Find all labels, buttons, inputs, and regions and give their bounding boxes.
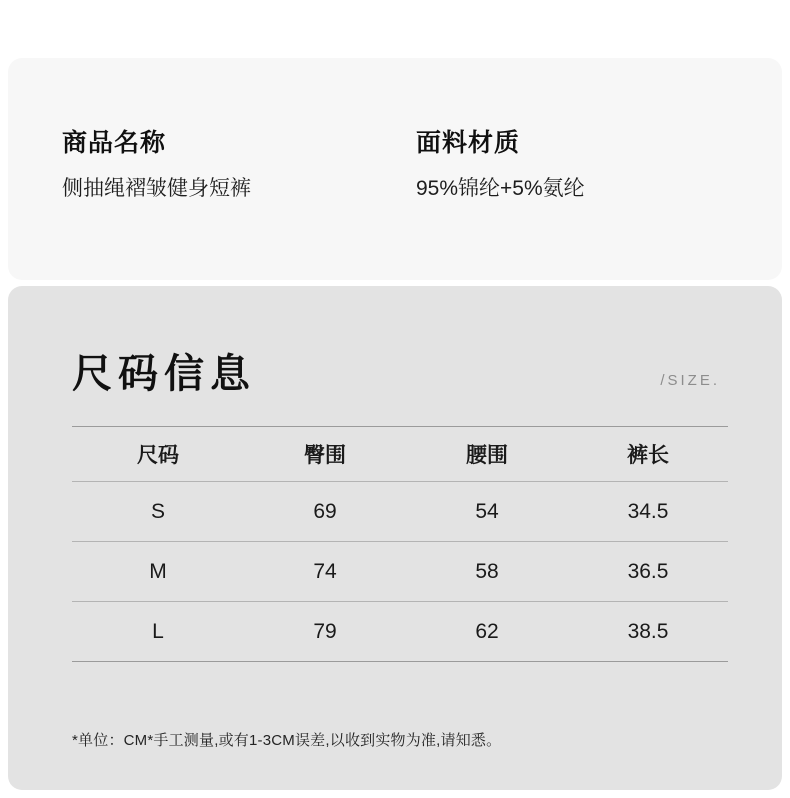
size-table-header-cell: 腰围 xyxy=(466,444,508,467)
size-measurement-note: *单位：CM*手工测量,或有1-3CM误差,以收到实物为准,请知悉。 xyxy=(72,732,502,749)
product-name-block xyxy=(62,128,251,201)
waist-cell: 54 xyxy=(475,499,499,523)
waist-cell: 58 xyxy=(475,559,499,583)
size-table-header-cell: 尺码 xyxy=(137,444,179,467)
hip-cell: 79 xyxy=(313,619,337,643)
fabric-title: 面料材质 xyxy=(416,129,521,157)
size-cell: L xyxy=(152,619,164,643)
length-cell: 34.5 xyxy=(627,499,669,523)
size-cell: M xyxy=(149,559,167,583)
size-info-card xyxy=(8,286,782,790)
length-cell: 36.5 xyxy=(627,559,669,583)
size-section-heading: 尺码信息 xyxy=(72,352,256,396)
hip-cell: 74 xyxy=(313,559,337,583)
size-table-header-row xyxy=(72,427,728,482)
table-row xyxy=(72,602,728,662)
table-row xyxy=(72,542,728,602)
size-table-header-cell: 臀围 xyxy=(304,444,346,467)
length-cell: 38.5 xyxy=(627,619,669,643)
waist-cell: 62 xyxy=(475,619,499,643)
fabric-value: 95%锦纶+5%氨纶 xyxy=(416,177,585,200)
size-table xyxy=(72,426,728,662)
product-name-title: 商品名称 xyxy=(62,129,167,157)
size-cell: S xyxy=(150,499,165,523)
size-section-subheading: /SIZE. xyxy=(660,372,720,389)
hip-cell: 69 xyxy=(313,499,337,523)
product-info-card xyxy=(8,58,782,280)
product-name-value: 侧抽绳褶皱健身短裤 xyxy=(62,177,251,200)
fabric-block xyxy=(416,128,585,201)
size-table-header-cell: 裤长 xyxy=(627,444,669,467)
table-row xyxy=(72,482,728,542)
